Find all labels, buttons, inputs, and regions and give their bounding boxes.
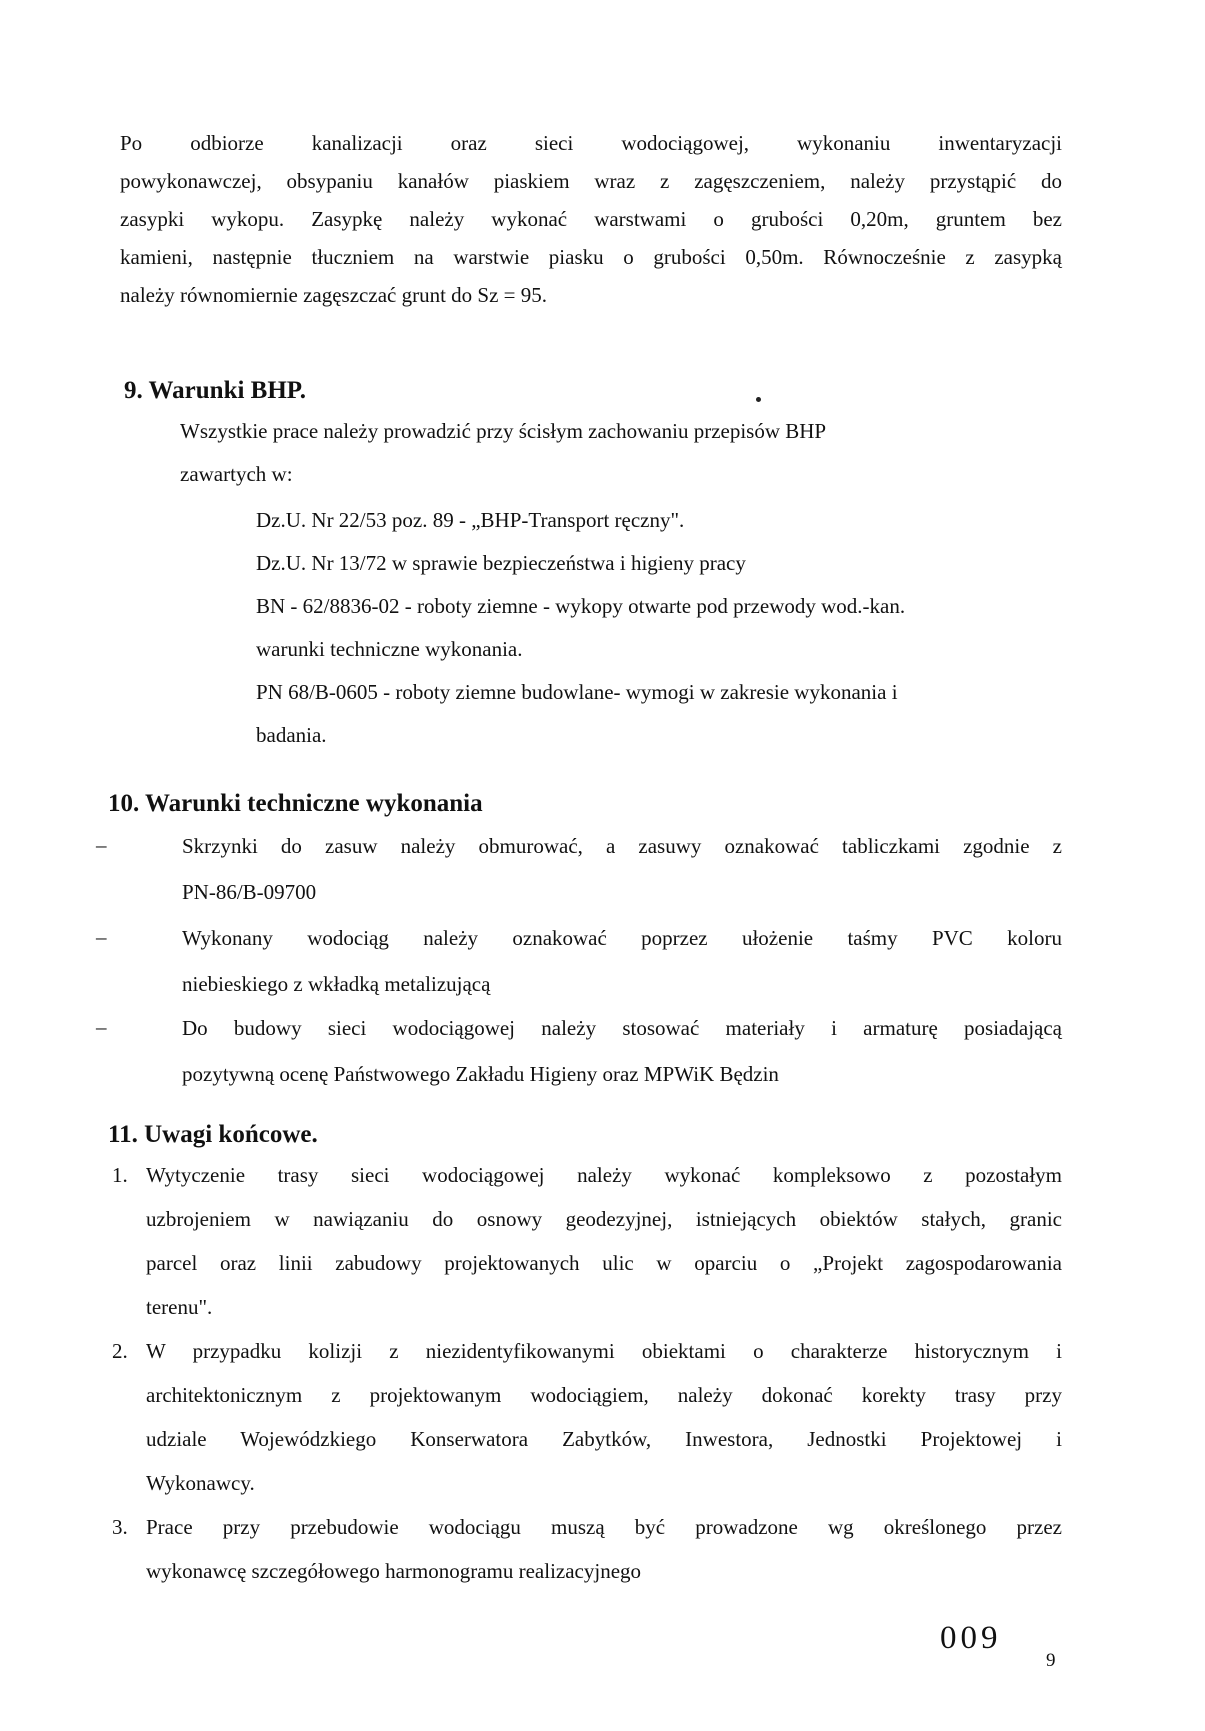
intro-paragraph (120, 124, 1062, 314)
remark-line: Wykonawcy. (146, 1471, 255, 1495)
intro-line: zasypki wykopu. Zasypkę należy wykonać warstwami o grubości 0,20m, gruntem bez (120, 207, 1062, 231)
intro-line: powykonawczej, obsypaniu kanałów piaskiem wraz z zagęszczeniem, należy przystąpić do (120, 169, 1062, 193)
regulation-ref: PN 68/B-0605 - roboty ziemne budowlane- wymogi w zakresie wykonania i (256, 680, 898, 704)
intro-line: Po odbiorze kanalizacji oraz sieci wodociągowej, wykonaniu inwentaryzacji (120, 131, 1062, 155)
bullet-dash: – (96, 1015, 107, 1039)
requirement-item (182, 1005, 1062, 1097)
intro-line: należy równomiernie zagęszczać grunt do Sz = 95. (120, 283, 548, 307)
bullet-dash: – (96, 925, 107, 949)
page-number: 9 (1046, 1650, 1056, 1671)
regulation-ref: warunki techniczne wykonania. (256, 637, 523, 661)
list-number: 2. (112, 1339, 128, 1363)
regulation-ref: Dz.U. Nr 22/53 poz. 89 - „BHP-Transport ręczny". (256, 508, 685, 532)
section-9-intro-line: Wszystkie prace należy prowadzić przy ścisłym zachowaniu przepisów BHP (180, 419, 827, 443)
remark-line: W przypadku kolizji z niezidentyfikowanymi obiektami o charakterze historycznym i (146, 1339, 1062, 1363)
remark-item (146, 1329, 1062, 1505)
remark-line: architektonicznym z projektowanym wodociągiem, należy dokonać korekty trasy przy (146, 1383, 1062, 1407)
list-number: 3. (112, 1515, 128, 1539)
remark-line: uzbrojeniem w nawiązaniu do osnowy geodezyjnej, istniejących obiektów stałych, granic (146, 1207, 1062, 1231)
remark-line: terenu". (146, 1295, 213, 1319)
remark-line: Prace przy przebudowie wodociągu muszą być prowadzone wg określonego przez (146, 1515, 1062, 1539)
remark-line: Wytyczenie trasy sieci wodociągowej należy wykonać kompleksowo z pozostałym (146, 1163, 1062, 1187)
remark-item (146, 1505, 1062, 1593)
section-10-heading: 10. Warunki techniczne wykonania (108, 790, 483, 817)
requirement-line: PN-86/B-09700 (182, 880, 317, 904)
requirement-line: pozytywną ocenę Państwowego Zakładu Higieny oraz MPWiK Będzin (182, 1062, 779, 1086)
remark-line: parcel oraz linii zabudowy projektowanych ulic w oparciu o „Projekt zagospodarowania (146, 1251, 1062, 1275)
intro-line: kamieni, następnie tłuczniem na warstwie piasku o grubości 0,50m. Równocześnie z zasypką (120, 245, 1062, 269)
list-number: 1. (112, 1163, 128, 1187)
requirement-line: Do budowy sieci wodociągowej należy stosować materiały i armaturę posiadającą (182, 1016, 1062, 1040)
archive-stamp-number: 009 (940, 1620, 1002, 1656)
remark-line: wykonawcę szczegółowego harmonogramu realizacyjnego (146, 1559, 642, 1583)
regulation-ref: Dz.U. Nr 13/72 w sprawie bezpieczeństwa i higieny pracy (256, 551, 746, 575)
regulation-ref: badania. (256, 723, 327, 747)
section-11-heading: 11. Uwagi końcowe. (108, 1121, 318, 1148)
requirement-line: Skrzynki do zasuw należy obmurować, a zasuwy oznakować tabliczkami zgodnie z (182, 834, 1062, 858)
scan-dot-mark (756, 397, 761, 402)
remark-item (146, 1153, 1062, 1329)
requirement-line: Wykonany wodociąg należy oznakować poprzez ułożenie taśmy PVC koloru (182, 926, 1062, 950)
bullet-dash: – (96, 833, 107, 857)
requirement-line: niebieskiego z wkładką metalizującą (182, 972, 491, 996)
requirement-item (182, 823, 1062, 915)
regulation-ref: BN - 62/8836-02 - roboty ziemne - wykopy otwarte pod przewody wod.-kan. (256, 594, 906, 618)
remark-line: udziale Wojewódzkiego Konserwatora Zabytków, Inwestora, Jednostki Projektowej i (146, 1427, 1062, 1451)
section-9-intro-line: zawartych w: (180, 462, 293, 486)
section-9-heading: 9. Warunki BHP. (124, 377, 307, 404)
requirement-item (182, 915, 1062, 1007)
